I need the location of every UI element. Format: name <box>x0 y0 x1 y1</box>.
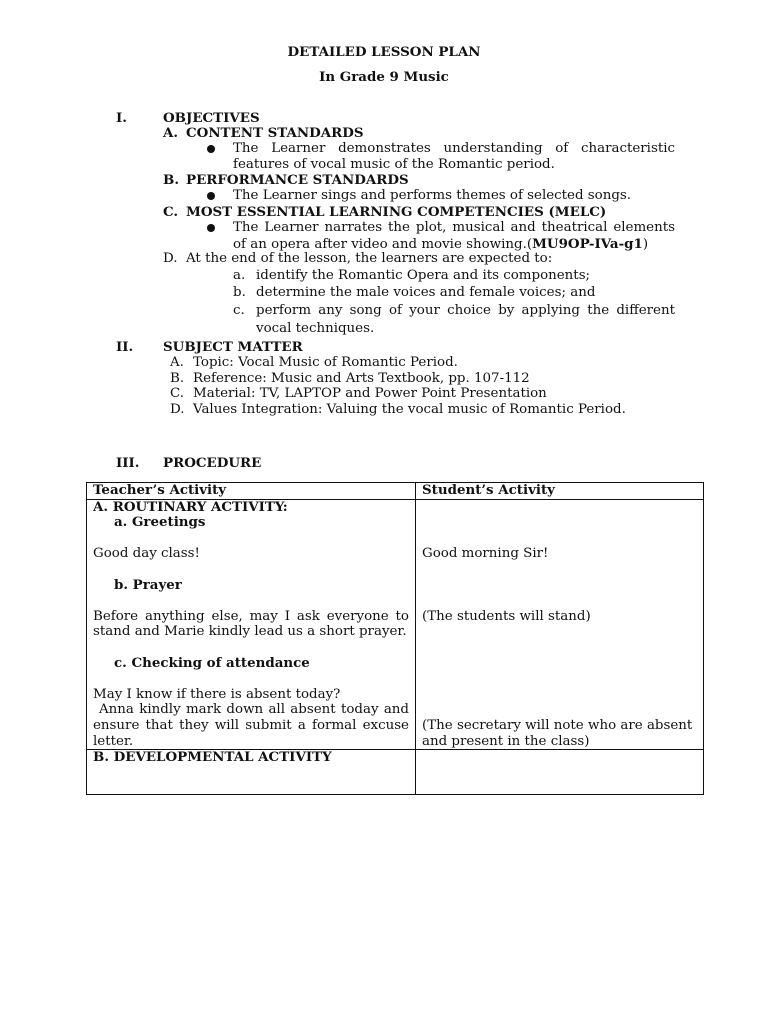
section-heading-procedure: PROCEDURE <box>163 455 262 471</box>
objective-item-label: b. <box>233 285 246 300</box>
content-standards-line-1: The Learner demonstrates understanding of characteristic <box>233 141 675 156</box>
developmental-activity-cell <box>87 750 416 795</box>
column-header-teacher: Teacher’s Activity <box>87 483 416 500</box>
prayer-teacher-text: Before anything else, may I ask everyone to stand and Marie kindly lead us a short prayer. <box>93 608 409 640</box>
bullet-icon <box>207 192 215 200</box>
column-header-student: Student’s Activity <box>416 483 704 500</box>
table-header-row <box>87 483 704 500</box>
developmental-student-cell <box>416 750 704 795</box>
routinary-activity-heading: A. ROUTINARY ACTIVITY: <box>93 498 288 515</box>
learning-objectives-intro: At the end of the lesson, the learners are expected to: <box>186 251 553 266</box>
subject-item-label: C. <box>170 386 185 401</box>
melc-line-2-close: ) <box>642 237 649 252</box>
melc-code: MU9OP-IVa-g1 <box>532 236 643 252</box>
bullet-icon <box>207 145 215 153</box>
content-standards-line-2: features of vocal music of the Romantic period. <box>233 157 555 172</box>
bullet-icon <box>207 224 215 232</box>
developmental-activity-heading: B. DEVELOPMENTAL ACTIVITY <box>93 749 332 766</box>
performance-standards-line-1: The Learner sings and performs themes of selected songs. <box>233 188 632 203</box>
subsection-label-d: D. <box>163 251 178 266</box>
objective-item-label: a. <box>233 268 246 283</box>
performance-standards-heading: PERFORMANCE STANDARDS <box>186 172 409 188</box>
subject-item-label: D. <box>170 402 185 417</box>
prayer-student-text: (The students will stand) <box>422 608 591 624</box>
document-subtitle: In Grade 9 Music <box>319 69 449 85</box>
subsection-label-a: A. <box>163 125 179 141</box>
subject-item-label: B. <box>170 371 185 386</box>
greetings-student-text: Good morning Sir! <box>422 546 549 562</box>
objective-item-label: c. <box>233 303 245 318</box>
content-standards-heading: CONTENT STANDARDS <box>186 125 364 141</box>
procedure-table <box>86 482 704 795</box>
subsection-label-c: C. <box>163 204 179 220</box>
greetings-heading: a. Greetings <box>114 514 206 531</box>
student-activity-cell <box>416 499 704 750</box>
section-numeral-objectives: I. <box>116 110 127 126</box>
section-numeral-procedure: III. <box>116 455 140 471</box>
attendance-heading: c. Checking of attendance <box>114 654 310 671</box>
greetings-teacher-text: Good day class! <box>93 546 200 562</box>
melc-heading: MOST ESSENTIAL LEARNING COMPETENCIES (MELC) <box>186 204 607 220</box>
prayer-heading: b. Prayer <box>114 576 182 593</box>
subject-item-label: A. <box>170 355 184 370</box>
subject-item-topic: Topic: Vocal Music of Romantic Period. <box>193 355 458 370</box>
objective-item-text: identify the Romantic Opera and its components; <box>256 268 591 283</box>
table-row <box>87 499 704 750</box>
section-heading-subject-matter: SUBJECT MATTER <box>163 339 303 355</box>
table-row <box>87 750 704 795</box>
section-heading-objectives: OBJECTIVES <box>163 110 260 126</box>
melc-line-2-text: of an opera after video and movie showing.( <box>233 237 533 252</box>
attendance-teacher-instruction: Anna kindly mark down all absent today and ensure that they will submit a formal excuse letter. <box>93 702 409 749</box>
teacher-activity-cell <box>87 499 416 750</box>
objective-item-text: perform any song of your choice by applying the different <box>256 303 675 318</box>
objective-item-text-continued: vocal techniques. <box>256 321 375 336</box>
subject-item-material: Material: TV, LAPTOP and Power Point Presentation <box>193 386 547 401</box>
melc-line-1: The Learner narrates the plot, musical and theatrical elements <box>233 220 675 235</box>
section-numeral-subject-matter: II. <box>116 339 134 355</box>
subject-item-values: Values Integration: Valuing the vocal music of Romantic Period. <box>193 402 626 417</box>
attendance-teacher-question: May I know if there is absent today? <box>93 686 341 702</box>
objective-item-text: determine the male voices and female voices; and <box>256 285 596 300</box>
subsection-label-b: B. <box>163 172 179 188</box>
document-title: DETAILED LESSON PLAN <box>287 44 481 60</box>
subject-item-reference: Reference: Music and Arts Textbook, pp. 107-112 <box>193 371 530 386</box>
attendance-student-text: (The secretary will note who are absent and present in the class) <box>422 717 693 749</box>
